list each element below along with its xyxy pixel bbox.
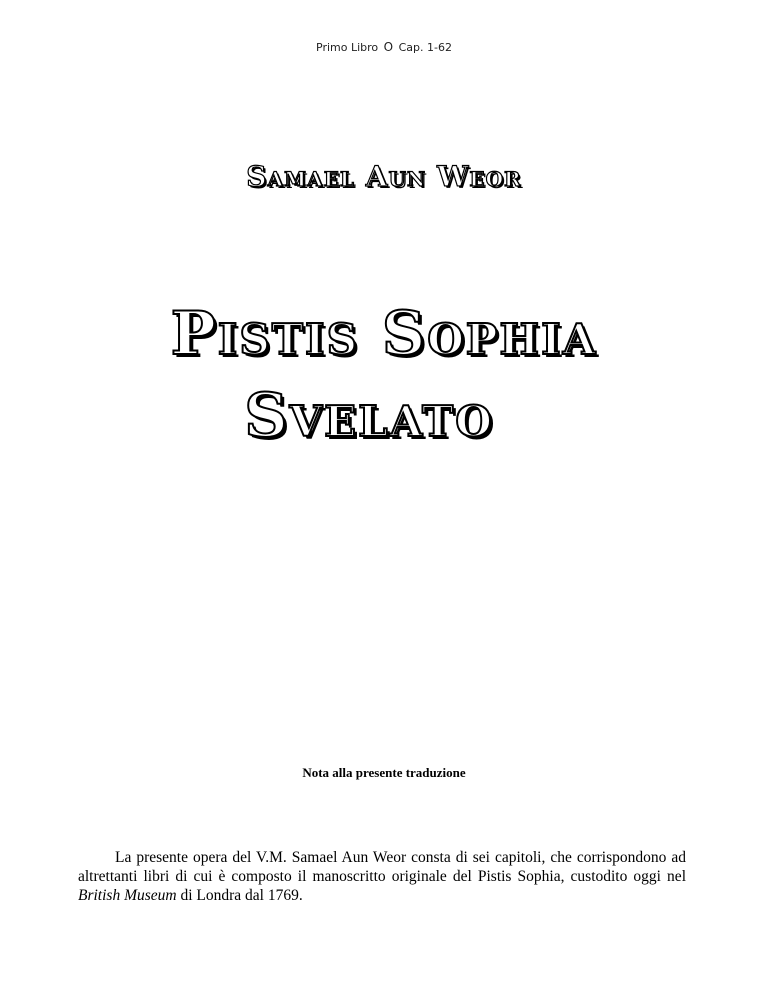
note-paragraph-text-1: La presente opera del V.M. Samael Aun Weor consta di sei capitoli, che corrispondono ad altrettanti libri di cui è composto il manoscritto originale del Pistis Sophia, custodito oggi nel	[78, 848, 686, 885]
title-line-1: Pistis Sophia	[170, 299, 598, 369]
title-line-2: Svelato	[244, 381, 494, 451]
note-heading: Nota alla presente traduzione	[302, 765, 466, 780]
note-paragraph	[78, 848, 686, 905]
running-header	[0, 40, 768, 54]
header-chapter-label: Cap. 1-62	[398, 41, 452, 54]
header-separator: O	[383, 40, 394, 54]
note-paragraph-emphasis: British Museum	[78, 886, 177, 904]
author-name: Samael Aun Weor	[246, 160, 522, 193]
note-paragraph-text-2: di Londra dal 1769.	[176, 886, 303, 904]
header-book-label: Primo Libro	[316, 41, 379, 54]
